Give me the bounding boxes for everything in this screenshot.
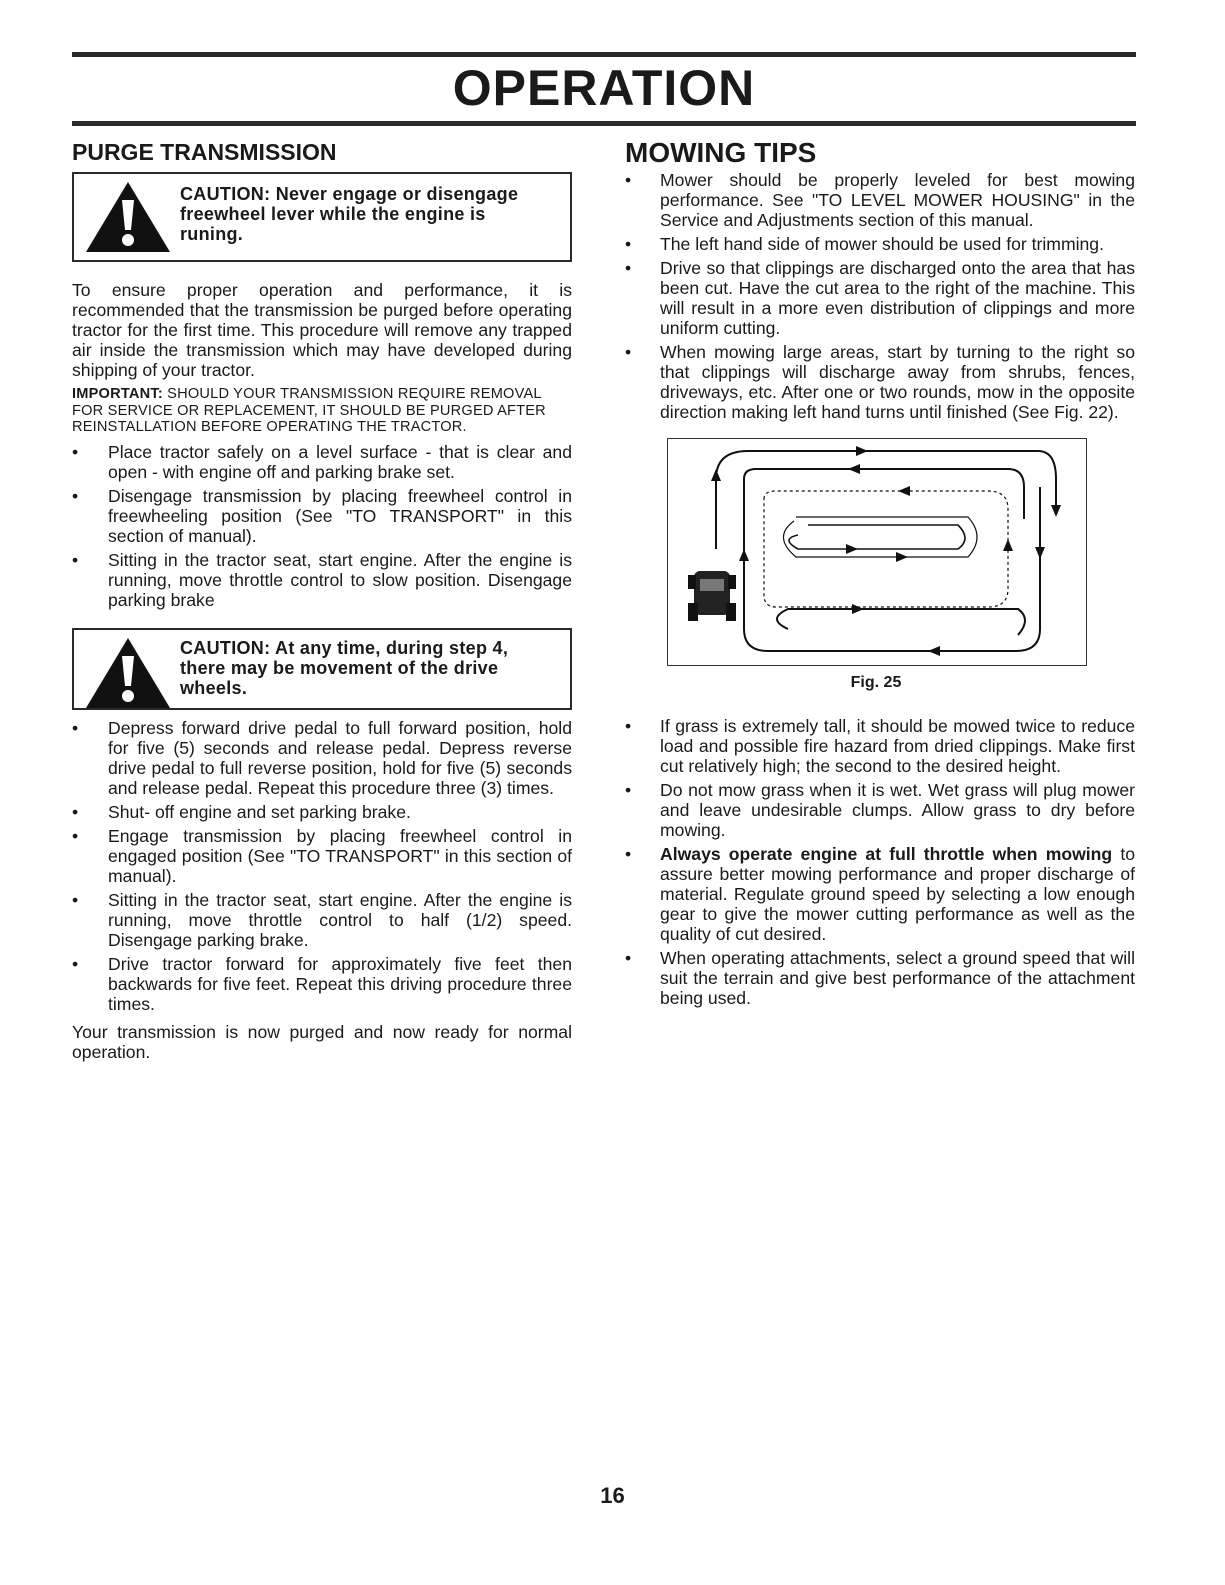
bullet: • <box>625 948 632 968</box>
list-item: • Shut- off engine and set parking brake. <box>72 801 411 822</box>
bullet: • <box>72 717 79 738</box>
list-item: • When mowing large areas, start by turning to the right so that clippings will discharge away from shrubs, fences, driveways, etc. After one or two rounds, mow in the opposite direction making left hand turns until finished (See Fig. 22). <box>625 342 1135 422</box>
bold-lead: Always operate engine at full throttle when mowing <box>660 844 1113 864</box>
page-title: OPERATION <box>452 60 756 116</box>
bullet: • <box>72 889 79 910</box>
list-item: • Drive tractor forward for approximately five feet then backwards for five feet. Repeat this driving procedure three times. <box>72 953 572 1014</box>
list-item: • When operating attachments, select a ground speed that will suit the terrain and give best performance of the attachment being used. <box>625 948 1135 1008</box>
bullet: • <box>625 716 632 736</box>
bullet: • <box>72 953 79 974</box>
list-item: • Do not mow grass when it is wet. Wet grass will plug mower and leave undesirable clumps. Allow grass to dry before mowing. <box>625 780 1135 840</box>
purge-outro-paragraph: Your transmission is now purged and now ready for normal operation. <box>72 1021 572 1062</box>
important-text: SHOULD YOUR TRANSMISSION REQUIRE REMOVAL FOR SERVICE OR REPLACEMENT, IT SHOULD BE PURGED AFTER REINSTALLATION BEFORE OPERATING THE TRACTOR. <box>72 386 546 435</box>
list-item: • Engage transmission by placing freewheel control in engaged position (See "TO TRANSPORT" in this section of manual). <box>72 825 572 886</box>
top-rule <box>72 52 1136 57</box>
bullet: • <box>625 170 632 190</box>
bullet: • <box>72 825 79 846</box>
bullet: • <box>72 549 79 570</box>
caution-text-drive-wheels: CAUTION: At any time, during step 4, there may be movement of the drive wheels. <box>180 637 509 698</box>
list-item: • The left hand side of mower should be used for trimming. <box>625 234 1104 254</box>
right-column <box>625 138 1135 1012</box>
list-item: • Sitting in the tractor seat, start engine. After the engine is running, move throttle control to slow position. Disengage parking brake <box>72 549 572 610</box>
bullet: • <box>625 258 632 278</box>
purge-steps-list-a <box>72 442 572 610</box>
tractor-icon <box>688 571 736 621</box>
warning-triangle-icon <box>84 636 172 710</box>
left-column <box>72 138 572 1062</box>
list-item: • Depress forward drive pedal to full forward position, hold for five (5) seconds and release pedal. Depress reverse drive pedal to full reverse position, hold for five (5) seconds and release pedal. Repeat this procedure three (3) times. <box>72 717 572 798</box>
list-item: • If grass is extremely tall, it should be mowed twice to reduce load and possible fire hazard from dried clippings. Make first cut relatively high; the second to the desired height. <box>625 716 1135 776</box>
bullet: • <box>72 441 79 462</box>
purge-intro-paragraph: To ensure proper operation and performance, it is recommended that the transmission be purged before operating tractor for the first time. This procedure will remove any trapped air inside the transmission which may have developed during shipping of your tractor. <box>72 280 572 380</box>
list-item: • Place tractor safely on a level surface - that is clear and open - with engine off and parking brake set. <box>72 441 572 482</box>
caution-text-freewheel: CAUTION: Never engage or disengage freewheel lever while the engine is runing. <box>180 184 519 244</box>
mowing-tips-heading: MOWING TIPS <box>625 137 817 168</box>
list-item: • Drive so that clippings are discharged onto the area that has been cut. Have the cut area to the right of the machine. This will result in a more even distribution of clippings and more uniform cutting. <box>625 258 1135 338</box>
bullet: • <box>72 485 79 506</box>
purge-transmission-heading: PURGE TRANSMISSION <box>72 139 337 165</box>
important-note <box>72 386 572 436</box>
mowing-tips-list-a <box>625 170 1135 422</box>
list-item: • Disengage transmission by placing freewheel control in freewheeling position (See "TO TRANSPORT" in this section of manual). <box>72 485 572 546</box>
bullet: • <box>625 342 632 362</box>
caution-box-drive-wheels <box>72 628 572 710</box>
caution-box-freewheel <box>72 172 572 262</box>
mowing-tips-list-b <box>625 716 1135 1008</box>
important-label: IMPORTANT: <box>72 386 163 402</box>
title-bottom-rule <box>72 121 1136 126</box>
bullet: • <box>72 801 79 822</box>
figure-caption: Fig. 25 <box>850 674 902 691</box>
purge-steps-list-b <box>72 718 572 1014</box>
bullet: • <box>625 780 632 800</box>
bullet: • <box>625 844 632 864</box>
bullet: • <box>625 234 632 254</box>
mowing-pattern-diagram <box>668 439 1086 665</box>
list-item: • Always operate engine at full throttle when mowing to assure better mowing performance and proper discharge of material. Regulate ground speed by selecting a low enough gear to give the mower cutting performance as well as the quality of cut desired. <box>625 844 1136 944</box>
warning-triangle-icon <box>84 180 172 254</box>
list-item: • Mower should be properly leveled for best mowing performance. See "TO LEVEL MOWER HOUSING" in the Service and Adjustments section of this manual. <box>625 170 1135 230</box>
mowing-pattern-figure <box>667 438 1087 666</box>
list-item: • Sitting in the tractor seat, start engine. After the engine is running, move throttle control to half (1/2) speed. Disengage parking brake. <box>72 889 572 950</box>
page-number: 16 <box>600 1483 625 1508</box>
